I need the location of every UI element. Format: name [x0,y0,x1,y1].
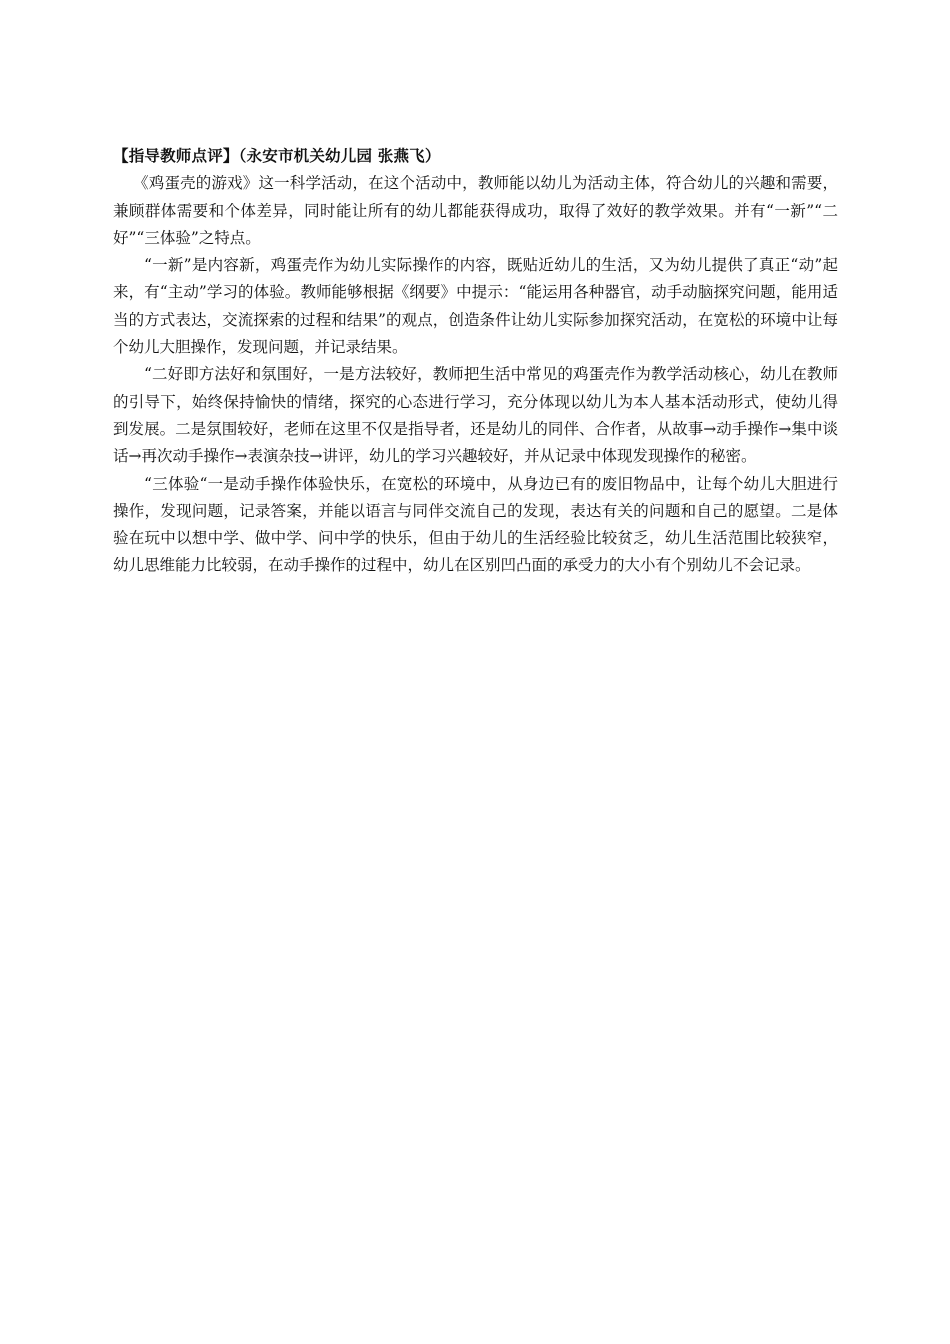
review-heading: 【指导教师点评】（永安市机关幼儿园 张燕飞） [113,147,441,165]
paragraph-santiyan: “三体验“一是动手操作体验快乐，在宽松的环境中，从身边已有的废旧物品中，让每个幼儿大胆进行操作，发现问题，记录答案，并能以语言与同伴交流自己的发现，表达有关的问题和自己的愿望。二是体验在玩中以想中学、做中学、问中学的快乐，但由于幼儿的生活经验比较贫乏，幼儿生活范围比较狭窄，幼儿思维能力比较弱，在动手操作的过程中，幼儿在区别凹凸面的承受力的大小有个别幼儿不会记录。 [113,474,838,575]
paragraph-yixin: “一新”是内容新，鸡蛋壳作为幼儿实际操作的内容，既贴近幼儿的生活，又为幼儿提供了真正“动”起来，有“主动”学习的体验。教师能够根据《纲要》中提示：“能运用各种器官，动手动脑探究问题，能用适当的方式表达，交流探索的过程和结果”的观点，创造条件让幼儿实际参加探究活动，在宽松的环境中让每个幼儿大胆操作，发现问题，并记录结果。 [113,256,838,357]
paragraph-intro: 《鸡蛋壳的游戏》这一科学活动，在这个活动中，教师能以幼儿为活动主体，符合幼儿的兴趣和需要，兼顾群体需要和个体差异，同时能让所有的幼儿都能获得成功，取得了效好的教学效果。并有“一新”“二好”“三体验”之特点。 [113,174,838,247]
paragraph-erhao: “二好即方法好和氛围好，一是方法较好，教师把生活中常见的鸡蛋壳作为教学活动核心，幼儿在教师的引导下，始终保持愉快的情绪，探究的心态进行学习，充分体现以幼儿为本人基本活动形式，使幼儿得到发展。二是氛围较好，老师在这里不仅是指导者，还是幼儿的同伴、合作者，从故事→动手操作→集中谈话→再次动手操作→表演杂技→讲评，幼儿的学习兴趣较好，并从记录中体现发现操作的秘密。 [113,365,838,466]
document-body [113,143,838,580]
